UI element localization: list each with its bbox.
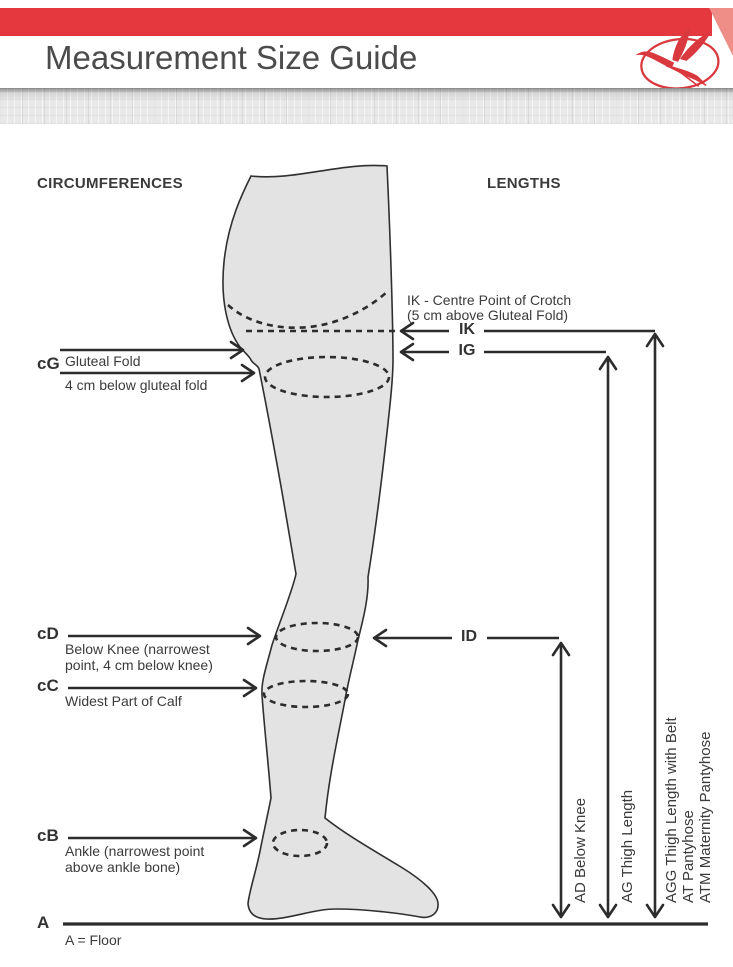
id-code: ID bbox=[461, 628, 477, 645]
cb-desc-line2: above ankle bone) bbox=[65, 859, 181, 875]
gluteal-fold-label: Gluteal Fold bbox=[65, 353, 141, 369]
lengths-heading: LENGTHS bbox=[487, 175, 561, 192]
leg-silhouette bbox=[223, 165, 438, 919]
floor-note: A = Floor bbox=[65, 932, 122, 948]
at-length-label: AT Pantyhose bbox=[680, 810, 697, 903]
ig-code: IG bbox=[458, 342, 476, 359]
ik-note-line1: IK - Centre Point of Crotch bbox=[407, 292, 572, 308]
atm-length-label: ATM Maternity Pantyhose bbox=[697, 731, 714, 903]
agg-length-label-group bbox=[663, 717, 714, 903]
a-code: A bbox=[37, 913, 50, 932]
cd-desc-line1: Below Knee (narrowest bbox=[65, 641, 210, 657]
cd-desc-line2: point, 4 cm below knee) bbox=[65, 657, 213, 673]
cb-desc-line1: Ankle (narrowest point bbox=[65, 843, 205, 859]
agg-length-label: AGG Thigh Length with Belt bbox=[663, 717, 680, 903]
cb-code: cB bbox=[37, 826, 59, 845]
cg-code: cG bbox=[37, 354, 60, 373]
page-title: Measurement Size Guide bbox=[45, 39, 418, 76]
cg-desc-label: 4 cm below gluteal fold bbox=[65, 377, 208, 393]
ag-length-label: AG Thigh Length bbox=[619, 789, 636, 903]
ad-length-label: AD Below Knee bbox=[572, 797, 589, 903]
cc-code: cC bbox=[37, 676, 59, 695]
cc-desc-label: Widest Part of Calf bbox=[65, 693, 182, 709]
ik-note-line2: (5 cm above Gluteal Fold) bbox=[407, 307, 569, 323]
circumferences-heading: CIRCUMFERENCES bbox=[37, 175, 183, 192]
ik-code: IK bbox=[459, 321, 475, 338]
cd-code: cD bbox=[37, 624, 59, 643]
